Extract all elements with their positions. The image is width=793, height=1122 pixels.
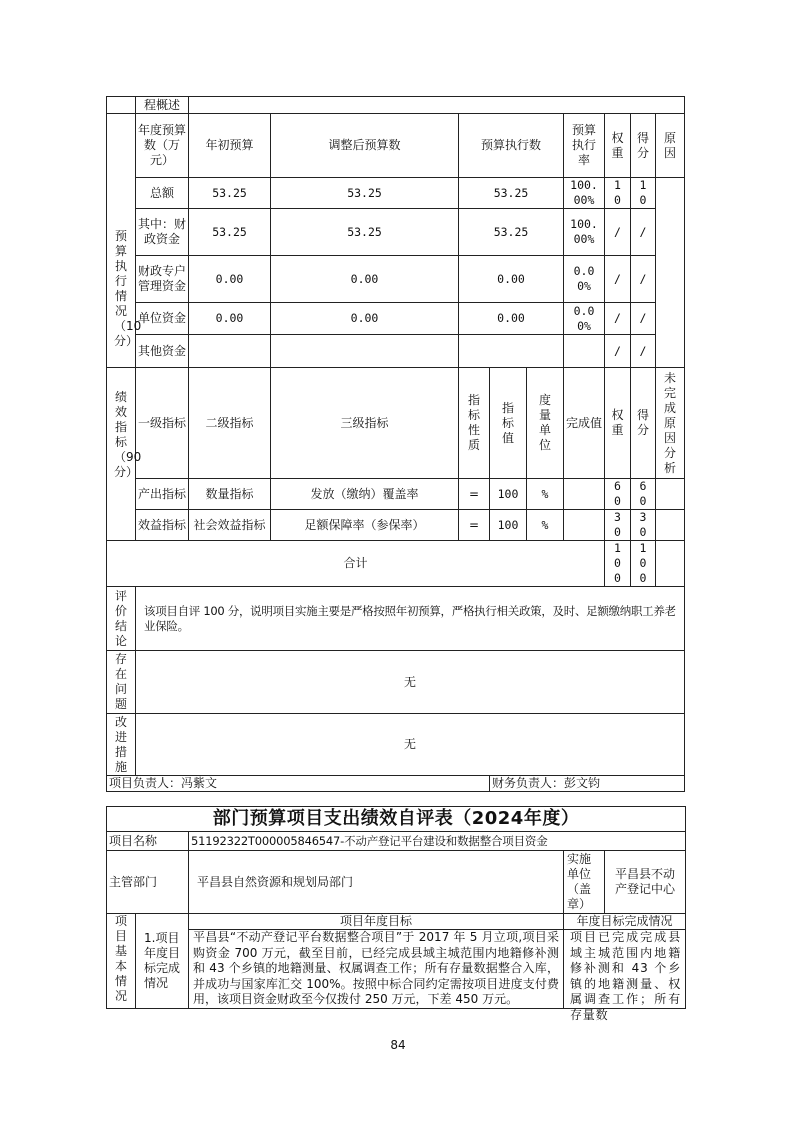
goal-content-row [107, 930, 686, 1009]
conclusion-row [107, 587, 685, 651]
performance-section-label: 绩效指标（90分） [107, 368, 136, 541]
header-target: 指标值 [490, 368, 527, 479]
header-score: 得分 [631, 368, 656, 479]
overview-value [189, 97, 685, 114]
performance-row [107, 479, 685, 510]
performance-header-row [107, 368, 685, 479]
dept-label: 主管部门 [107, 851, 189, 914]
indicator-reason [656, 479, 685, 510]
overview-row [107, 97, 685, 114]
budget-executed: 0.00 [459, 256, 564, 303]
goal-header: 项目年度目标 [189, 914, 564, 930]
table-title: 部门预算项目支出绩效自评表（2024年度） [107, 807, 686, 832]
budget-score: / [631, 303, 656, 335]
header-adjusted: 调整后预算数 [271, 114, 459, 178]
basic-info-label: 项目基本情况 [107, 914, 136, 1009]
finance-lead: 财务负责人：彭文钧 [490, 776, 685, 792]
header-unit: 度量单位 [527, 368, 564, 479]
total-label: 合计 [107, 541, 605, 587]
budget-performance-table [106, 96, 685, 792]
budget-row-name: 其他资金 [136, 335, 189, 368]
conclusion-text: 该项目自评 100 分，说明项目实施主要是严格按照年初预算，严格执行相关政策，及时、足额缴纳职工养老业保险。 [136, 587, 685, 651]
budget-row-name: 单位资金 [136, 303, 189, 335]
indicator-nature: = [459, 479, 490, 510]
indicator-level1: 产出指标 [136, 479, 189, 510]
budget-score: / [631, 209, 656, 256]
header-executed: 预算执行数 [459, 114, 564, 178]
indicator-actual [564, 510, 605, 541]
signature-row [107, 776, 685, 792]
indicator-unit: % [527, 479, 564, 510]
indicator-nature: = [459, 510, 490, 541]
indicator-level2: 数量指标 [189, 479, 271, 510]
budget-initial: 0.00 [189, 303, 271, 335]
budget-adjusted [271, 335, 459, 368]
project-name-row [107, 832, 686, 851]
indicator-score: 60 [631, 479, 656, 510]
budget-rate: 0.00% [564, 303, 605, 335]
budget-initial: 0.00 [189, 256, 271, 303]
total-weight: 100 [605, 541, 631, 587]
budget-score: / [631, 256, 656, 303]
budget-score: 10 [631, 178, 656, 209]
header-weight: 权重 [605, 114, 631, 178]
budget-reason [656, 178, 685, 368]
budget-row-name: 财政专户管理资金 [136, 256, 189, 303]
total-score: 100 [631, 541, 656, 587]
budget-row [107, 303, 685, 335]
budget-adjusted: 53.25 [271, 209, 459, 256]
header-nature: 指标性质 [459, 368, 490, 479]
project-lead: 项目负责人：冯紫文 [107, 776, 490, 792]
indicator-level3: 发放（缴纳）覆盖率 [271, 479, 459, 510]
budget-rate [564, 335, 605, 368]
budget-weight: 10 [605, 178, 631, 209]
header-level3: 三级指标 [271, 368, 459, 479]
completion-header: 年度目标完成情况 [564, 914, 686, 930]
department-row [107, 851, 686, 914]
total-reason [656, 541, 685, 587]
project-name-label: 项目名称 [107, 832, 189, 851]
header-score: 得分 [631, 114, 656, 178]
header-level2: 二级指标 [189, 368, 271, 479]
budget-rate: 0.00% [564, 256, 605, 303]
budget-adjusted: 53.25 [271, 178, 459, 209]
budget-weight: / [605, 209, 631, 256]
indicator-target: 100 [490, 479, 527, 510]
header-initial: 年初预算 [189, 114, 271, 178]
indicator-level2: 社会效益指标 [189, 510, 271, 541]
project-name-value: 51192322T000005846547-不动产登记平台建设和数据整合项目资金 [189, 832, 686, 851]
goal-item-label: 1.项目年度目标完成情况 [136, 914, 189, 1009]
header-category: 年度预算数（万元） [136, 114, 189, 178]
issues-label: 存在问题 [107, 651, 136, 714]
indicator-weight: 60 [605, 479, 631, 510]
page-number: 84 [390, 1038, 406, 1052]
measures-label: 改进措施 [107, 714, 136, 776]
blank-cell [107, 97, 136, 114]
dept-value: 平昌县自然资源和规划局部门 [189, 851, 564, 914]
indicator-reason [656, 510, 685, 541]
budget-row [107, 178, 685, 209]
budget-executed: 53.25 [459, 178, 564, 209]
completion-text: 项目已完成完成县域主城范围内地籍修补测和 43 个乡镇的地籍测量、权属调查工作；所有存量数 [570, 930, 682, 1022]
budget-initial: 53.25 [189, 209, 271, 256]
issues-row [107, 651, 685, 714]
header-actual: 完成值 [564, 368, 605, 479]
budget-initial [189, 335, 271, 368]
title-row [107, 807, 686, 832]
budget-weight: / [605, 256, 631, 303]
goal-text: 平昌县“不动产登记平台数据整合项目”于 2017 年 5 月立项,项目采购资金 700 万元，截至目前，已经完成县域主城范围内地籍修补测和 43 个乡镇的地籍测量、权属调查工作；所有存量数据整合入库，并成功与国家库汇交 100%。按照中标合同约定需按项目进度支付费用，该项目资金财政至今仅拨付 250 万元，下差 450 万元。 [193, 930, 559, 1007]
conclusion-label: 评价结论 [107, 587, 136, 651]
budget-weight: / [605, 303, 631, 335]
budget-executed: 0.00 [459, 303, 564, 335]
impl-unit-value: 平昌县不动产登记中心 [605, 851, 686, 914]
indicator-unit: % [527, 510, 564, 541]
budget-initial: 53.25 [189, 178, 271, 209]
issues-text: 无 [136, 651, 685, 714]
budget-section-label: 预算执行情况（10分） [107, 114, 136, 368]
budget-header-row [107, 114, 685, 178]
indicator-target: 100 [490, 510, 527, 541]
budget-row [107, 209, 685, 256]
budget-adjusted: 0.00 [271, 256, 459, 303]
header-level1: 一级指标 [136, 368, 189, 479]
indicator-level1: 效益指标 [136, 510, 189, 541]
budget-score: / [631, 335, 656, 368]
budget-rate: 100.00% [564, 178, 605, 209]
header-unfinished-reason: 未完成原因分析 [656, 368, 685, 479]
measures-row [107, 714, 685, 776]
performance-row [107, 510, 685, 541]
overview-label: 程概述 [136, 97, 189, 114]
budget-executed [459, 335, 564, 368]
budget-row-name: 其中：财政资金 [136, 209, 189, 256]
goal-header-row [107, 914, 686, 930]
header-reason: 原因 [656, 114, 685, 178]
project-self-evaluation-table [106, 806, 686, 1022]
budget-adjusted: 0.00 [271, 303, 459, 335]
measures-text: 无 [136, 714, 685, 776]
budget-executed: 53.25 [459, 209, 564, 256]
budget-row-name: 总额 [136, 178, 189, 209]
indicator-weight: 30 [605, 510, 631, 541]
impl-unit-label: 实施单位（盖章） [564, 851, 605, 914]
indicator-score: 30 [631, 510, 656, 541]
header-weight: 权重 [605, 368, 631, 479]
header-rate: 预算执行率 [564, 114, 605, 178]
budget-row [107, 256, 685, 303]
budget-row [107, 335, 685, 368]
budget-weight: / [605, 335, 631, 368]
indicator-level3: 足额保障率（参保率） [271, 510, 459, 541]
indicator-actual [564, 479, 605, 510]
total-row [107, 541, 685, 587]
budget-rate: 100.00% [564, 209, 605, 256]
